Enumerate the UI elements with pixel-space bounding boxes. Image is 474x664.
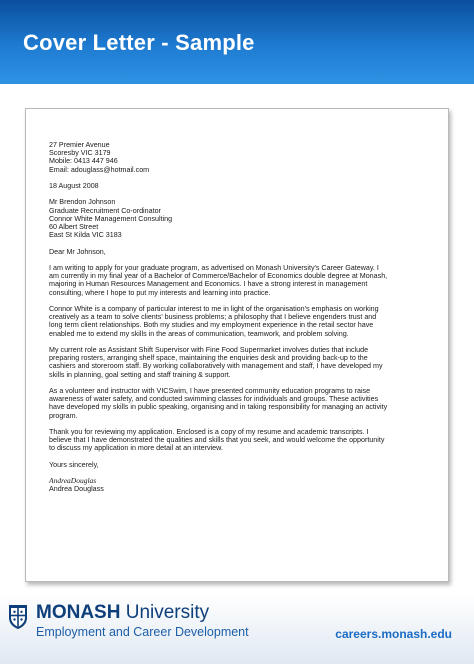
paragraph-line: am currently in my final year of a Bachelor of Commerce/Bachelor of Economics double degree at Monash, [49,272,388,281]
monash-shield-icon [8,604,28,630]
address-line: Email: adouglass@hotmail.com [49,165,150,174]
paragraph-line: As a volunteer and instructor with VICSwim, I have presented community education programs to raise [49,386,371,395]
paragraph-line: My current role as Assistant Shift Supervisor with Fine Food Supermarket involves duties that include [49,345,369,354]
recipient-address [49,198,429,239]
address-line: 27 Premier Avenue [49,141,110,149]
paragraph-line: program. [49,411,78,420]
salutation: Dear Mr Johnson, [49,247,106,256]
paragraph [49,428,429,453]
paragraph-line: skills in planning, goal setting and staff training & support. [49,370,231,379]
paragraph-line: Thank you for reviewing my application. Enclosed is a copy of my resume and academic transcripts. I [49,427,369,436]
paragraph-line: creatively as a team to solve clients' business problems; a philosophy that I believe engenders trust and [49,313,377,322]
recipient-line: 60 Albert Street [49,223,99,231]
address-line: Scoresby VIC 3179 [49,149,111,158]
paragraph [49,387,429,420]
paragraph-line: enabled me to extend my skills in the areas of communication, teamwork, and problem solving. [49,329,349,338]
careers-website-link[interactable]: careers.monash.edu [335,627,452,641]
page-header [0,0,474,84]
paragraph [49,264,429,297]
recipient-line: Graduate Recruitment Co-ordinator [49,206,161,215]
letter-date: 18 August 2008 [49,182,99,190]
paragraph-line: I am writing to apply for your graduate program, as advertised on Monash University's Career Gateway. I [49,263,379,272]
recipient-line: Mr Brendon Johnson [49,198,116,207]
recipient-line: Connor White Management Consulting [49,214,173,223]
brand-name-bold: MONASH [36,602,121,623]
sender-name: Andrea Douglass [49,485,104,494]
department-name: Employment and Career Development [36,625,249,639]
closing: Yours sincerely, [49,460,99,469]
sender-address [49,141,429,174]
recipient-line: East St Kilda VIC 3183 [49,231,122,240]
paragraph-line: long term client relationships. Both my studies and my employment experience in the retail sector have [49,321,374,330]
brand-name-regular: University [120,602,210,623]
letter-body [49,141,429,494]
paragraph [49,346,429,379]
paragraph-line: have developed my skills in public speaking, organising and in taking responsibility for managing an activity [49,403,388,412]
letter-sheet [25,108,449,582]
paragraph-line: consulting, where I hope to put my interests and learning into practice. [49,288,271,297]
paragraph-line: preparing rosters, arranging shelf space, maintaining the enquiries desk and providing back-up to the [49,354,368,363]
paragraph-line: believe that I have demonstrated the qualities and skills that you seek, and would welcome the opportunity [49,436,385,445]
paragraph-line: to discuss my application in more detail at an interview. [49,444,223,453]
paragraph-line: cashiers and storeroom staff. By working collaboratively with management and staff, I have developed my [49,362,383,371]
page-title: Cover Letter - Sample [23,30,255,55]
address-line: Mobile: 0413 447 946 [49,157,118,166]
monash-university-logo [36,603,209,623]
paragraph-line: Connor White is a company of particular interest to me in light of the organisation's emphasis on working [49,304,379,313]
handwritten-signature: AndreaDouglas [49,476,97,486]
paragraph [49,305,429,338]
paragraph-line: majoring in Human Resources Management and Economics. I have a strong interest in management [49,280,368,289]
paragraph-line: awareness of water safety, and conducted swimming classes for individuals and groups. These activities [49,395,379,404]
